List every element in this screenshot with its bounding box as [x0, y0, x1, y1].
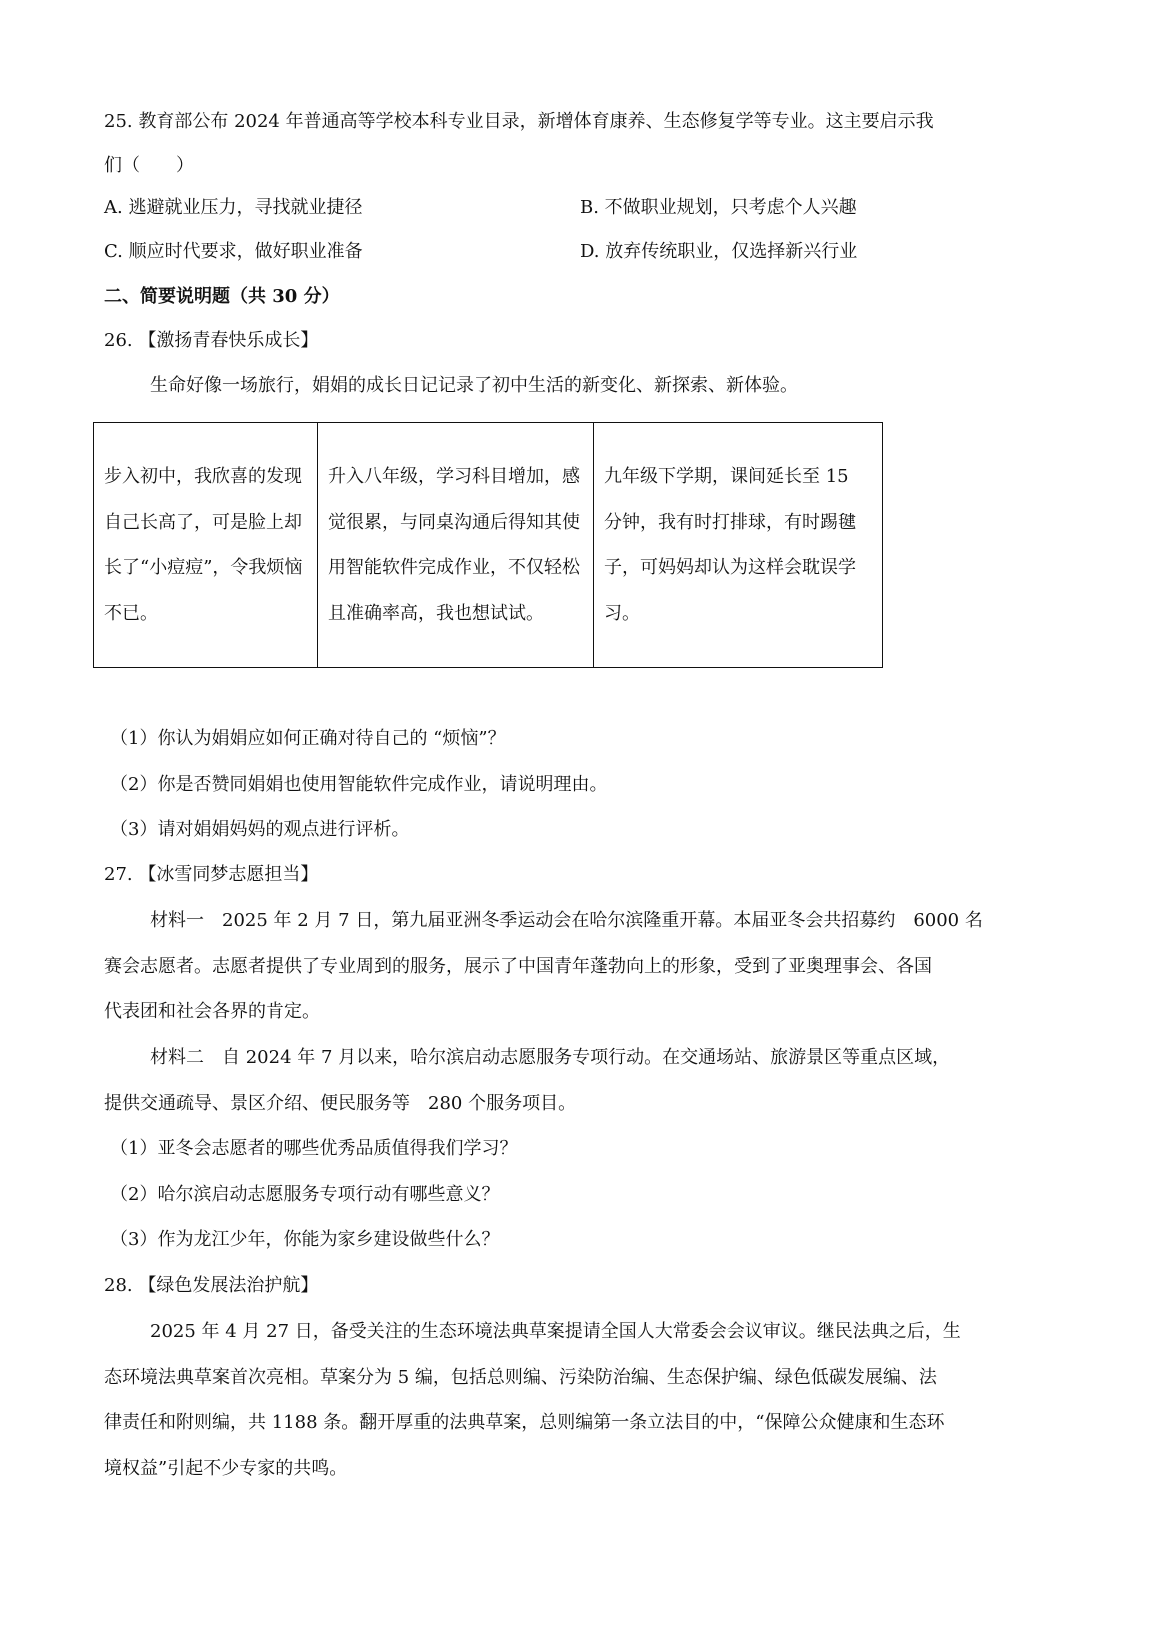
q26-sub3: （3）请对娟娟妈妈的观点进行评析。 [110, 819, 410, 840]
q25-stem-line2: 们（ ） [104, 155, 194, 176]
q25-option-b: B. 不做职业规划，只考虑个人兴趣 [580, 197, 857, 218]
q28-line3: 律责任和附则编，共 1188 条。翻开厚重的法典草案，总则编第一条立法目的中，“保障公众健康和生态环 [104, 1412, 945, 1433]
q27-sub3: （3）作为龙江少年，你能为家乡建设做些什么？ [110, 1229, 500, 1250]
q26-title: 26. 【激扬青春快乐成长】 [104, 330, 319, 351]
q28-line2: 态环境法典草案首次亮相。草案分为 5 编，包括总则编、污染防治编、生态保护编、绿色低碳发展编、法 [104, 1367, 937, 1388]
q27-material2-line2: 提供交通疏导、景区介绍、便民服务等 280 个服务项目。 [104, 1093, 577, 1114]
q28-line4: 境权益”引起不少专家的共鸣。 [104, 1458, 348, 1479]
growth-diary-table [93, 422, 883, 668]
q28-line1: 2025 年 4 月 27 日，备受关注的生态环境法典草案提请全国人大常委会会议审议。继民法典之后，生 [150, 1321, 961, 1342]
q26-sub1: （1）你认为娟娟应如何正确对待自己的 “烦恼”？ [110, 728, 506, 749]
q27-material1-line3: 代表团和社会各界的肯定。 [104, 1001, 320, 1022]
diary-cell-grade9: 九年级下学期，课间延长至 15 分钟，我有时打排球，有时踢毽子，可妈妈却认为这样会耽误学习。 [594, 423, 883, 668]
q26-intro: 生命好像一场旅行，娟娟的成长日记记录了初中生活的新变化、新探索、新体验。 [150, 375, 798, 396]
diary-cell-grade7: 步入初中，我欣喜的发现自己长高了，可是脸上却长了“小痘痘”，令我烦恼不已。 [94, 423, 318, 668]
q27-sub2: （2）哈尔滨启动志愿服务专项行动有哪些意义？ [110, 1184, 500, 1205]
q27-material1-line1: 材料一 2025 年 2 月 7 日，第九届亚洲冬季运动会在哈尔滨隆重开幕。本届亚冬会共招募约 6000 名 [150, 910, 983, 931]
diary-cell-grade8: 升入八年级，学习科目增加，感觉很累，与同桌沟通后得知其使用智能软件完成作业，不仅轻松且准确率高，我也想试试。 [318, 423, 594, 668]
q25-option-d: D. 放弃传统职业，仅选择新兴行业 [580, 241, 858, 262]
q26-sub2: （2）你是否赞同娟娟也使用智能软件完成作业，请说明理由。 [110, 774, 608, 795]
q27-material1-line2: 赛会志愿者。志愿者提供了专业周到的服务，展示了中国青年蓬勃向上的形象，受到了亚奥理事会、各国 [104, 956, 932, 977]
q28-title: 28. 【绿色发展法治护航】 [104, 1275, 319, 1296]
q27-material2-line1: 材料二 自 2024 年 7 月以来，哈尔滨启动志愿服务专项行动。在交通场站、旅游景区等重点区域， [150, 1047, 951, 1068]
q25-option-c: C. 顺应时代要求，做好职业准备 [104, 241, 363, 262]
q27-title: 27. 【冰雪同梦志愿担当】 [104, 864, 319, 885]
q25-stem-line1: 25. 教育部公布 2024 年普通高等学校本科专业目录，新增体育康养、生态修复学等专业。这主要启示我 [104, 111, 934, 132]
q27-sub1: （1）亚冬会志愿者的哪些优秀品质值得我们学习？ [110, 1138, 518, 1159]
q25-option-a: A. 逃避就业压力，寻找就业捷径 [104, 197, 363, 218]
section-heading: 二、简要说明题（共 30 分） [104, 286, 340, 307]
